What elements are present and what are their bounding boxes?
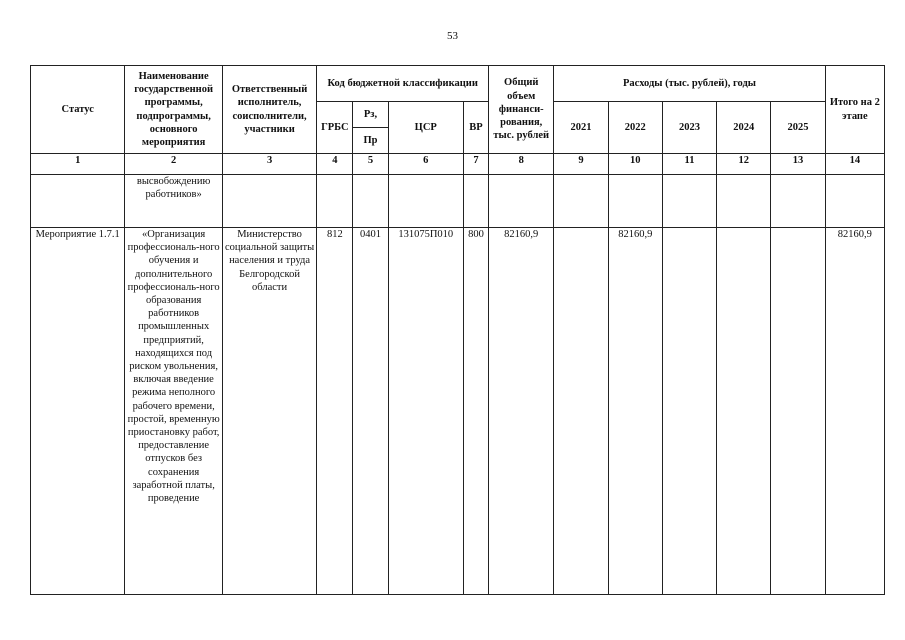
cell-stage-total: 82160,9 xyxy=(825,228,884,595)
column-number: 13 xyxy=(771,154,825,175)
cell-csr xyxy=(388,175,463,228)
cell-2021 xyxy=(554,228,608,595)
cell-total xyxy=(489,175,554,228)
cell-2022 xyxy=(608,175,662,228)
cell-2024 xyxy=(717,175,771,228)
header-year-2025: 2025 xyxy=(771,102,825,154)
cell-stage-total xyxy=(825,175,884,228)
page-number: 53 xyxy=(447,30,458,42)
header-expenses: Расходы (тыс. рублей), годы xyxy=(554,66,825,102)
cell-rzpr: 0401 xyxy=(353,228,388,595)
cell-vr: 800 xyxy=(463,228,488,595)
budget-table xyxy=(30,65,885,595)
column-number: 9 xyxy=(554,154,608,175)
header-program-name: Наименование государственной программы, подпрограммы, основного мероприятия xyxy=(125,66,222,154)
column-number: 12 xyxy=(717,154,771,175)
header-total-volume: Общий объем финанси-рования, тыс. рублей xyxy=(489,66,554,154)
header-csr: ЦСР xyxy=(388,102,463,154)
header-rz: Рз, xyxy=(353,102,388,128)
table-row xyxy=(31,175,885,228)
cell-csr: 131075П010 xyxy=(388,228,463,595)
cell-2023 xyxy=(662,228,716,595)
header-pr: Пр xyxy=(353,128,388,154)
cell-2025 xyxy=(771,175,825,228)
column-number: 14 xyxy=(825,154,884,175)
cell-total: 82160,9 xyxy=(489,228,554,595)
cell-2021 xyxy=(554,175,608,228)
column-number: 10 xyxy=(608,154,662,175)
column-number: 2 xyxy=(125,154,222,175)
table-row xyxy=(31,228,885,595)
header-year-2024: 2024 xyxy=(717,102,771,154)
column-number: 8 xyxy=(489,154,554,175)
cell-2022: 82160,9 xyxy=(608,228,662,595)
column-number: 5 xyxy=(353,154,388,175)
cell-executor: Министерство социальной защиты населения и труда Белгородской области xyxy=(222,228,316,595)
cell-2025 xyxy=(771,228,825,595)
column-number: 11 xyxy=(662,154,716,175)
header-year-2021: 2021 xyxy=(554,102,608,154)
column-number: 1 xyxy=(31,154,125,175)
cell-status: Мероприятие 1.7.1 xyxy=(31,228,125,595)
header-executor: Ответственный исполнитель, соисполнители, участники xyxy=(222,66,316,154)
column-number: 3 xyxy=(222,154,316,175)
header-status: Статус xyxy=(31,66,125,154)
header-total-stage: Итого на 2 этапе xyxy=(825,66,884,154)
column-number: 6 xyxy=(388,154,463,175)
column-number: 7 xyxy=(463,154,488,175)
cell-executor xyxy=(222,175,316,228)
cell-status xyxy=(31,175,125,228)
header-grbs: ГРБС xyxy=(317,102,353,154)
header-budget-code: Код бюджетной классификации xyxy=(317,66,489,102)
cell-grbs xyxy=(317,175,353,228)
header-year-2023: 2023 xyxy=(662,102,716,154)
header-year-2022: 2022 xyxy=(608,102,662,154)
cell-2024 xyxy=(717,228,771,595)
column-number-row xyxy=(31,154,885,175)
cell-rzpr xyxy=(353,175,388,228)
cell-program-name: «Организация профессиональ-ного обучения и дополнительного профессиональ-ного образования работников промышленных предприятий, находящихся под риском увольнения, включая введение режима неполного рабочего времени, простой, временную приостановку работ, предоставление отпусков без сохранения заработной платы, проведение xyxy=(125,228,222,595)
header-vr: ВР xyxy=(463,102,488,154)
cell-2023 xyxy=(662,175,716,228)
cell-vr xyxy=(463,175,488,228)
column-number: 4 xyxy=(317,154,353,175)
cell-program-name: высвобождению работников» xyxy=(125,175,222,228)
cell-grbs: 812 xyxy=(317,228,353,595)
